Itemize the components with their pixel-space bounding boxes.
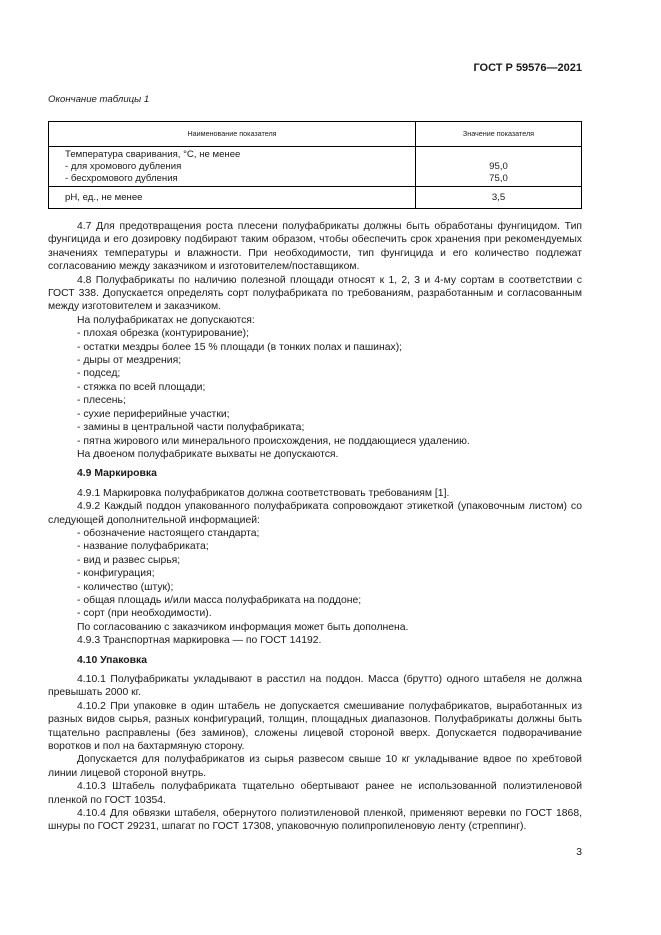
body-text	[48, 220, 582, 834]
section-heading-marking: 4.9 Маркировка	[77, 468, 157, 480]
column-header-name: Наименование показателя	[49, 122, 416, 147]
list-item: - количество (штук);	[77, 581, 174, 593]
paragraph-4-8: 4.8 Полуфабрикаты по наличию полезной площади относят к 1, 2, 3 и 4-му сортам в соответствии с ГОСТ 338. Допускается определять сорт полуфабриката по требованиям, разработанным и согласованным между изготовителем и заказчиком.	[48, 274, 582, 313]
list-item: - плесень;	[77, 395, 126, 407]
double-layer-note: На двоеном полуфабрикате выхваты не допускаются.	[77, 448, 339, 460]
paragraph-4-9-1: 4.9.1 Маркировка полуфабрикатов должна соответствовать требованиям [1].	[77, 487, 450, 499]
row-value: 75,0	[489, 173, 508, 184]
list-item: - сухие периферийные участки;	[77, 408, 230, 420]
standard-header: ГОСТ Р 59576—2021	[473, 62, 582, 74]
defects-intro: На полуфабрикатах не допускаются:	[77, 314, 255, 326]
label-extra-note: По согласованию с заказчиком информация может быть дополнена.	[77, 621, 409, 633]
paragraph-4-7: 4.7 Для предотвращения роста плесени полуфабрикаты должны быть обработаны фунгицидом. Тип фунгицида и его дозировку подбирают таким образом, чтобы обеспечить срок хранения при рекомендуемых значениях температуры и влажности. При необходимости, тип фунгицида и его количество подлежат согласованию между заказчиком и изготовителем/поставщиком.	[48, 221, 582, 273]
row-name-line: - для хромового дубления	[65, 161, 182, 172]
paragraph-4-9-3: 4.9.3 Транспортная маркировка — по ГОСТ 14192.	[77, 635, 322, 647]
list-item: - обозначение настоящего стандарта;	[77, 527, 260, 539]
table-cell-value	[416, 147, 582, 187]
table-cell-name	[49, 147, 416, 187]
table-header-row	[49, 122, 582, 147]
section-heading-packaging: 4.10 Упаковка	[77, 654, 148, 666]
list-item: - вид и развес сырья;	[77, 554, 181, 566]
paragraph-4-10-1: 4.10.1 Полуфабрикаты укладывают в расстил на поддон. Масса (брутто) одного штабеля не должна превышать 2000 кг.	[48, 674, 582, 699]
table-row	[49, 147, 582, 187]
table-caption: Окончание таблицы 1	[48, 94, 150, 105]
paragraph-4-10-3: 4.10.3 Штабель полуфабриката тщательно обертывают ранее не использованной полиэтиленовой пленкой по ГОСТ 10354.	[48, 781, 582, 806]
paragraph-4-10-2-extra: Допускается для полуфабрикатов из сырья развесом свыше 10 кг укладывание вдвое по хребтовой линии лицевой стороной внутрь.	[48, 754, 582, 779]
list-item: - стяжка по всей площади;	[77, 381, 206, 393]
list-item: - подсед;	[77, 368, 121, 380]
table-cell-value: 3,5	[416, 187, 582, 209]
list-item: - сорт (при необходимости).	[77, 608, 212, 620]
list-item: - остатки мездры более 15 % площади (в тонких полах и пашинах);	[77, 341, 403, 353]
column-header-value: Значение показателя	[416, 122, 582, 147]
row-value: 95,0	[489, 161, 508, 172]
list-item: - замины в центральной части полуфабриката;	[77, 422, 305, 434]
list-item: - пятна жирового или минерального происхождения, не поддающиеся удалению.	[77, 435, 470, 447]
list-item: - плохая обрезка (контурирование);	[77, 328, 250, 340]
row-name-line: Температура сваривания, °С, не менее	[65, 149, 241, 160]
list-item: - название полуфабриката;	[77, 541, 209, 553]
list-item: - дыры от мездрения;	[77, 355, 182, 367]
table-row	[49, 187, 582, 209]
row-name-line: - бесхромового дубления	[65, 173, 178, 184]
paragraph-4-10-2: 4.10.2 При упаковке в один штабель не допускается смешивание полуфабрикатов, выработанных из разных видов сырья, разных конфигураций, толщин, площадных диапазонов. Полуфабрикаты должны быть тщательно расправлены (без заминов), сложены лицевой стороной вверх. Допускается подворачивание воротков и пол на бахтармяную сторону.	[48, 700, 582, 753]
list-item: - общая площадь и/или масса полуфабриката на поддоне;	[77, 594, 362, 606]
paragraph-4-10-4: 4.10.4 Для обвязки штабеля, обернутого полиэтиленовой пленкой, применяют веревки по ГОСТ 1868, шнуры по ГОСТ 29231, шпагат по ГОСТ 17308, упаковочную полипропиленовую ленту (стреппинг).	[48, 808, 582, 833]
list-item: - конфигурация;	[77, 568, 155, 580]
page-number: 3	[576, 847, 582, 858]
paragraph-4-9-2: 4.9.2 Каждый поддон упакованного полуфабриката сопровождают этикеткой (упаковочным листом) со следующей дополнительной информацией:	[48, 501, 582, 526]
table-cell-name: pH, ед., не менее	[49, 187, 416, 209]
indicator-table	[48, 121, 582, 209]
